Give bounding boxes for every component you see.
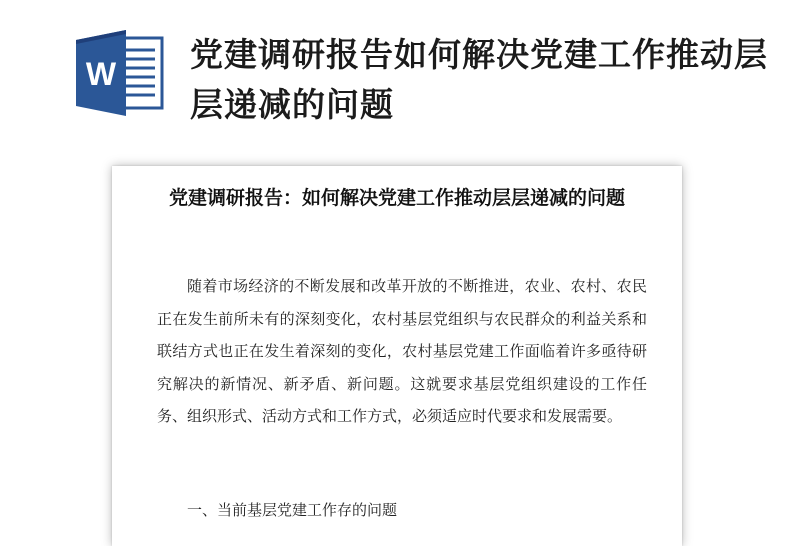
document-page: [112, 166, 682, 546]
header: [0, 0, 800, 150]
body-paragraph: 随着市场经济的不断发展和改革开放的不断推进，农业、农村、农民正在发生前所未有的深刻变化，农村基层党组织与农民群众的利益关系和联结方式也正在发生着深刻的变化，农村基层党建工作面临着许多亟待研究解决的新情况、新矛盾、新问题。这就要求基层党组织建设的工作任务、组织形式、活动方式和工作方式，必须适应时代要求和发展需要。: [157, 277, 647, 425]
section-heading: 一、当前基层党建工作存的问题: [187, 501, 398, 519]
word-icon-letter: W: [85, 56, 117, 92]
word-document-icon: [76, 30, 166, 116]
header-title: 党建调研报告如何解决党建工作推动层层递减的问题: [190, 35, 768, 124]
document-title: 党建调研报告：如何解决党建工作推动层层递减的问题: [168, 187, 625, 209]
